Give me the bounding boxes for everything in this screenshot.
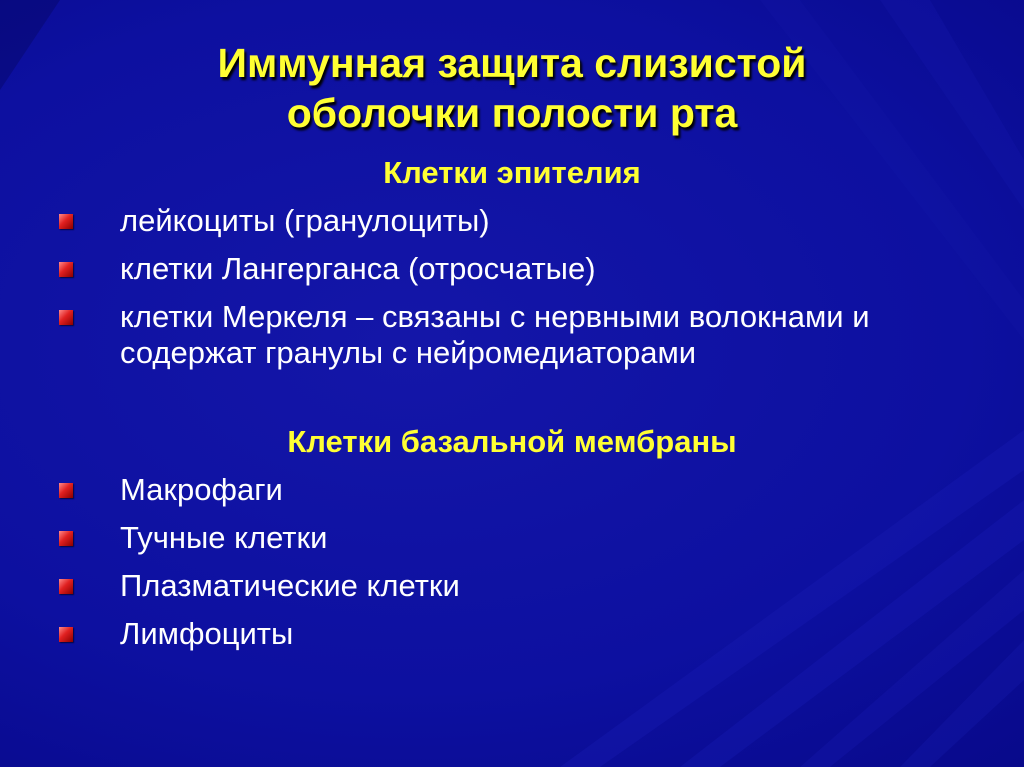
title-line-1: Иммунная защита слизистой: [217, 40, 807, 86]
list-item-label: Плазматические клетки: [120, 568, 460, 603]
square-bullet-icon: [59, 310, 73, 325]
list-item: [0, 472, 940, 508]
basement-membrane-cells-list: [0, 472, 940, 664]
basement-membrane-heading: Клетки базальной мембраны: [287, 424, 737, 459]
list-item: [0, 520, 940, 556]
square-bullet-icon: [59, 262, 73, 277]
square-bullet-icon: [59, 627, 73, 642]
list-item-label: Тучные клетки: [120, 520, 328, 555]
list-item: [0, 568, 940, 604]
square-bullet-icon: [59, 579, 73, 594]
list-item: [0, 251, 940, 287]
list-item-label: клетки Меркеля – связаны с нервными волокнами и содержат гранулы с нейромедиаторами: [120, 299, 870, 370]
square-bullet-icon: [59, 483, 73, 498]
list-item-label: лейкоциты (гранулоциты): [120, 203, 490, 238]
list-item: [0, 616, 940, 652]
list-item-label: Макрофаги: [120, 472, 283, 507]
square-bullet-icon: [59, 531, 73, 546]
title-line-2: оболочки полости рта: [286, 90, 738, 136]
slide-title: [0, 38, 1024, 138]
square-bullet-icon: [59, 214, 73, 229]
epithelial-cells-heading: Клетки эпителия: [383, 155, 641, 190]
epithelial-cells-list: [0, 203, 940, 383]
list-item-label: клетки Лангерганса (отросчатые): [120, 251, 596, 286]
list-item: [0, 299, 940, 371]
list-item: [0, 203, 940, 239]
list-item-label: Лимфоциты: [120, 616, 294, 651]
